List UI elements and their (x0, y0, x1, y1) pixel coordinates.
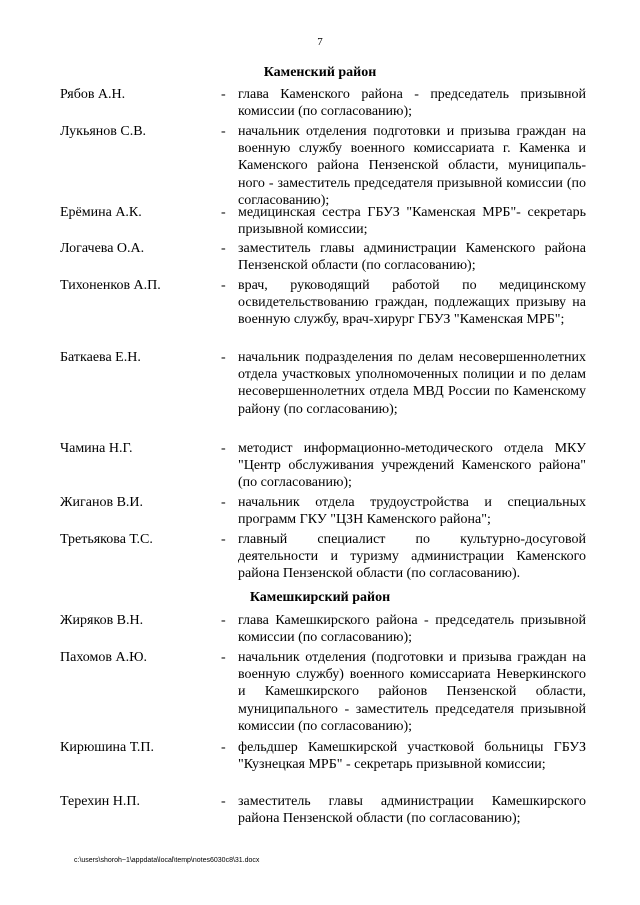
member-name: Терехин Н.П. (60, 794, 140, 809)
member-role: глава Каменского района - председатель призывной комиссии (по согласованию); (238, 87, 586, 120)
member-name: Баткаева Е.Н. (60, 350, 141, 365)
member-name: Логачева О.А. (60, 241, 145, 256)
member-name: Лукьянов С.В. (60, 124, 147, 139)
member-name: Жиряков В.Н. (60, 613, 144, 628)
dash: - (221, 124, 226, 139)
member-role: заместитель главы администрации Камешкирского района Пензенской области (по согласованию); (238, 794, 586, 827)
dash: - (221, 740, 226, 755)
member-name: Кирюшина Т.П. (60, 740, 155, 755)
member-name: Жиганов В.И. (60, 495, 144, 510)
member-role: начальник подразделения по делам несовершеннолетних отдела участковых уполномоченных полиции и по делам несовершеннолетних отдела МВД России по Каменскому району (по согласованию); (238, 350, 586, 417)
dash: - (221, 87, 226, 102)
member-role: глава Камешкирского района - председатель призывной комиссии (по согласованию); (238, 613, 586, 646)
member-name: Ерёмина А.К. (60, 205, 142, 220)
file-path-footer: c:\users\shoroh~1\appdata\local\temp\notes6030c8\31.docx (74, 857, 260, 864)
dash: - (221, 532, 226, 547)
member-role: начальник отдела трудоустройства и специальных программ ГКУ "ЦЗН Каменского района"; (238, 495, 586, 528)
member-role: методист информационно-методического отдела МКУ "Центр обслуживания учреждений Каменского района" (по согласованию); (238, 441, 586, 491)
section-title-kameshkirsky: Камешкирский район (249, 590, 391, 605)
dash: - (221, 613, 226, 628)
member-role: медицинская сестра ГБУЗ "Каменская МРБ"- секретарь призывной комиссии; (238, 205, 586, 238)
dash: - (221, 794, 226, 809)
member-role: начальник отделения (подготовки и призыва граждан на военную службу) военного комиссариата Неверкинского и Камешкирского районов Пензенской области, муниципального - заместитель председателя призывной комиссии (по согласованию); (238, 650, 586, 734)
dash: - (221, 495, 226, 510)
dash: - (221, 350, 226, 365)
dash: - (221, 241, 226, 256)
member-name: Третьякова Т.С. (60, 532, 153, 547)
member-role: заместитель главы администрации Каменского района Пензенской области (по согласованию); (238, 241, 586, 274)
member-role: фельдшер Камешкирской участковой больницы ГБУЗ "Кузнецкая МРБ" - секретарь призывной комиссии; (238, 740, 586, 773)
dash: - (221, 278, 226, 293)
member-name: Пахомов А.Ю. (60, 650, 147, 665)
member-role: врач, руководящий работой по медицинскому освидетельствованию граждан, подлежащих призыву на военную службу, врач-хирург ГБУЗ "Каменская МРБ"; (238, 278, 586, 328)
member-name: Тихоненков А.П. (60, 278, 161, 293)
page-number: 7 (317, 36, 323, 48)
dash: - (221, 650, 226, 665)
member-name: Рябов А.Н. (60, 87, 126, 102)
section-title-kamensky: Каменский район (263, 65, 377, 80)
member-role: главный специалист по культурно-досуговой деятельности и туризму администрации Каменского района Пензенской области (по согласованию). (238, 532, 586, 582)
dash: - (221, 205, 226, 220)
member-role: начальник отделения подготовки и призыва граждан на военную службу военного комиссариата г. Каменка и Каменского района Пензенской области, муниципаль-ного - заместитель председателя призывной комиссии (по согласованию); (238, 124, 586, 208)
dash: - (221, 441, 226, 456)
member-name: Чамина Н.Г. (60, 441, 133, 456)
